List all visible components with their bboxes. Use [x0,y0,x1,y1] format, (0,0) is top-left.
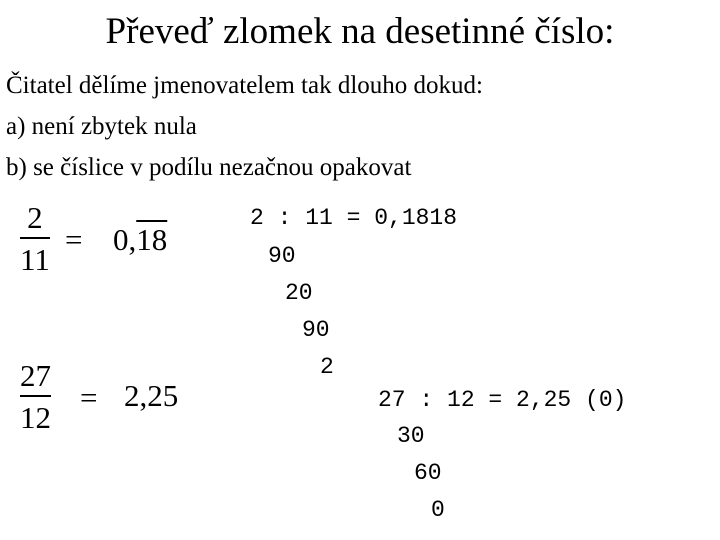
division-line: 2 : 11 = 0,1818 [250,205,458,231]
rule-b: b) se číslice v podílu nezačnou opakovat [6,154,412,181]
remainder: 90 [302,317,330,343]
rule-intro: Čitatel dělíme jmenovatelem tak dlouho dokud: [6,72,483,99]
denominator: 11 [20,242,50,277]
remainder: 60 [414,460,442,486]
fraction-2-11 [20,202,50,275]
decimal-prefix: 0, [113,222,137,257]
fraction-27-12 [20,360,51,433]
division-line: 27 : 12 = 2,25 (0) [378,387,627,413]
remainder: 20 [285,280,313,306]
denominator: 12 [20,400,51,435]
rule-a: a) není zbytek nula [6,113,197,140]
repeating-digits: 18 [136,222,168,257]
remainder: 30 [397,423,425,449]
page-title: Převeď zlomek na desetinné číslo: [105,11,615,52]
remainder: 90 [268,243,296,269]
fraction-bar [20,395,51,397]
decimal-result: 2,25 [124,378,179,413]
decimal-result [113,222,167,258]
remainder: 2 [320,354,334,380]
numerator: 27 [20,358,51,393]
fraction-bar [20,237,50,239]
numerator: 2 [27,200,43,235]
equals-sign: = [65,222,83,257]
remainder: 0 [431,497,445,523]
equals-sign: = [80,380,98,415]
